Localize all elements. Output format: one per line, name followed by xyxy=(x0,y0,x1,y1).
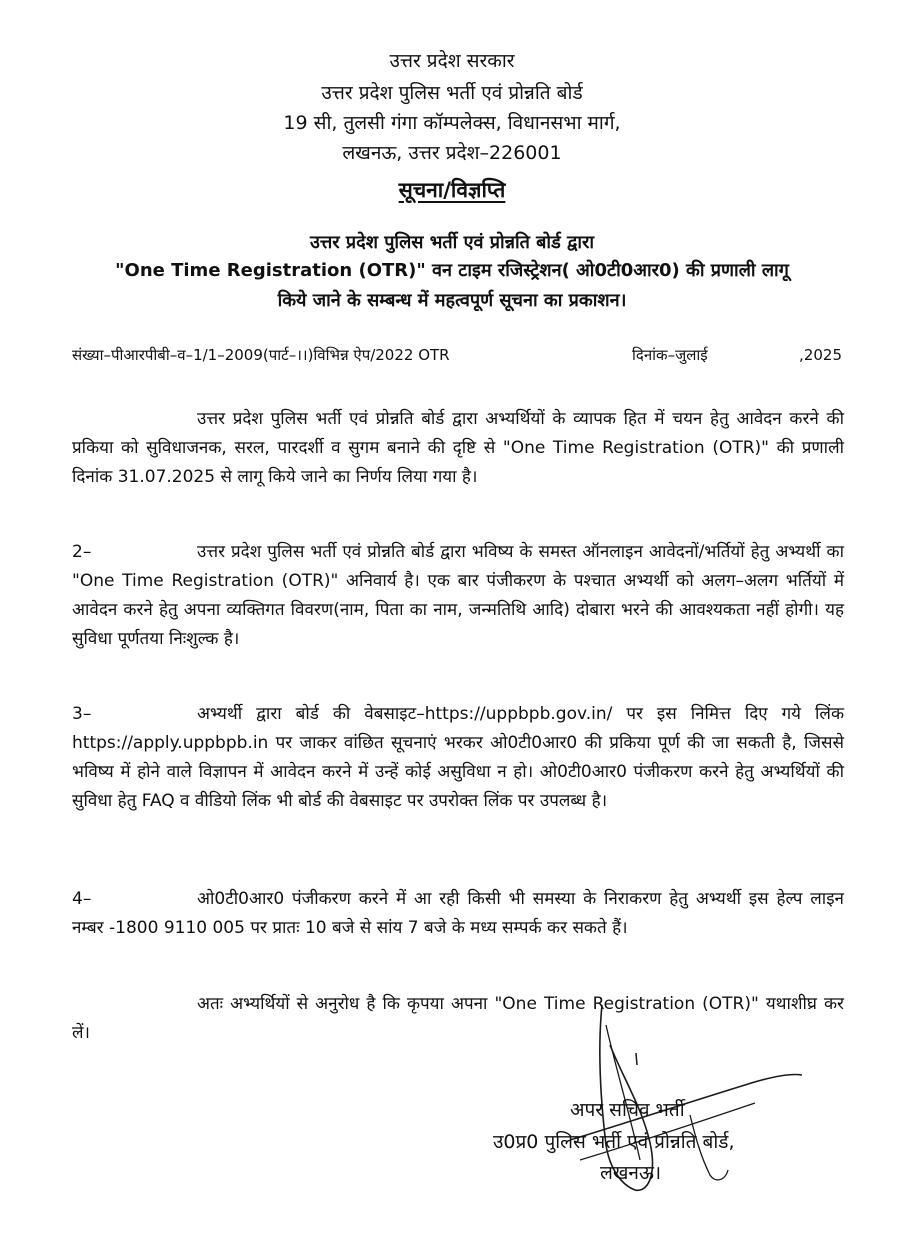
paragraph-4-text: ओ0टी0आर0 पंजीकरण करने में आ रही किसी भी समस्या के निराकरण हेतु अभ्यर्थी इस हेल्प लाइन नम्बर -1800 9110 005 पर प्रातः 10 बजे से सांय 7 बजे के मध्य सम्पर्क कर सकते हैं। xyxy=(72,889,844,938)
header-government: उत्तर प्रदेश सरकार xyxy=(389,50,515,72)
reference-number: संख्या–पीआरपीबी–व–1/1–2009(पार्ट–।।)विभिन्न ऐप/2022 OTR xyxy=(72,346,450,364)
notice-title-wrap xyxy=(0,176,904,204)
paragraph-2-number: 2– xyxy=(72,542,92,562)
paragraph-3 xyxy=(72,700,844,816)
paragraph-4-number: 4– xyxy=(72,889,92,909)
subject-line-2: "One Time Registration (OTR)" वन टाइम रजिस्ट्रेशन( ओ0टी0आर0) की प्रणाली लागू xyxy=(115,260,789,281)
paragraph-5-request: अतः अभ्यर्थियों से अनुरोध है कि कृपया अपना "One Time Registration (OTR)" यथाशीघ्र कर लें। xyxy=(72,994,844,1043)
paragraph-2 xyxy=(72,538,844,654)
paragraph-3-text: अभ्यर्थी द्वारा बोर्ड की वेबसाइट–https://uppbpb.gov.in/ पर इस निमित्त दिए गये लिंक https://apply.uppbpb.in पर जाकर वांछित सूचनाएं भरकर ओ0टी0आर0 की प्रकिया पूर्ण की जा सकती है, जिससे भविष्य में होने वाले विज्ञापन में आवेदन करने में उन्हें कोई असुविधा न हो। ओ0टी0आर0 पंजीकरण करने हेतु अभ्यर्थियों की सुविधा हेतु FAQ व वीडियो लिंक भी बोर्ड की वेबसाइट पर उपरोक्त लिंक पर उपलब्ध है। xyxy=(72,704,844,811)
reference-line xyxy=(72,343,842,367)
header-board-name: उत्तर प्रदेश पुलिस भर्ती एवं प्रोन्नति बोर्ड xyxy=(321,82,583,104)
reference-year: ,2025 xyxy=(799,346,842,364)
paragraph-2-text: उत्तर प्रदेश पुलिस भर्ती एवं प्रोन्नति बोर्ड द्वारा भविष्य के समस्त ऑनलाइन आवेदनों/भर्तियों हेतु अभ्यर्थी का "One Time Registration (OTR)" अनिवार्य है। एक बार पंजीकरण के पश्चात अभ्यर्थी को अलग–अलग भर्तियों में आवेदन करने हेतु अपना व्यक्तिगत विवरण(नाम, पिता का नाम, जन्मतिथि आदि) दोबारा भरने की आवश्यकता नहीं होगी। यह सुविधा पूर्णतया निःशुल्क है। xyxy=(72,542,844,649)
paragraph-4 xyxy=(72,885,844,943)
paragraph-3-number: 3– xyxy=(72,704,92,724)
header-city: लखनऊ, उत्तर प्रदेश–226001 xyxy=(342,142,562,164)
notice-title: सूचना/विज्ञप्ति xyxy=(398,178,506,202)
subject-line-1: उत्तर प्रदेश पुलिस भर्ती एवं प्रोन्नति बोर्ड द्वारा xyxy=(309,232,595,253)
header-address: 19 सी, तुलसी गंगा कॉम्पलेक्स, विधानसभा मार्ग, xyxy=(283,112,621,134)
signatory-office: उ0प्र0 पुलिस भर्ती एवं प्रोन्नति बोर्ड, xyxy=(493,1131,735,1153)
signatory-designation: अपर सचिव भर्ती xyxy=(570,1099,685,1121)
paragraph-1: उत्तर प्रदेश पुलिस भर्ती एवं प्रोन्नति बोर्ड द्वारा अभ्यर्थियों के व्यापक हित में चयन हेतु आवेदन करने की प्रकिया को सुविधाजनक, सरल, पारदर्शी व सुगम बनाने की दृष्टि से "One Time Registration (OTR)" की प्रणाली दिनांक 31.07.2025 से लागू किये जाने का निर्णय लिया गया है। xyxy=(72,409,844,487)
reference-date: दिनांक–जुलाई xyxy=(632,346,708,364)
signatory-city: लखनऊ। xyxy=(600,1162,662,1184)
subject-line-3: किये जाने के सम्बन्ध में महत्वपूर्ण सूचना का प्रकाशन। xyxy=(277,290,627,311)
